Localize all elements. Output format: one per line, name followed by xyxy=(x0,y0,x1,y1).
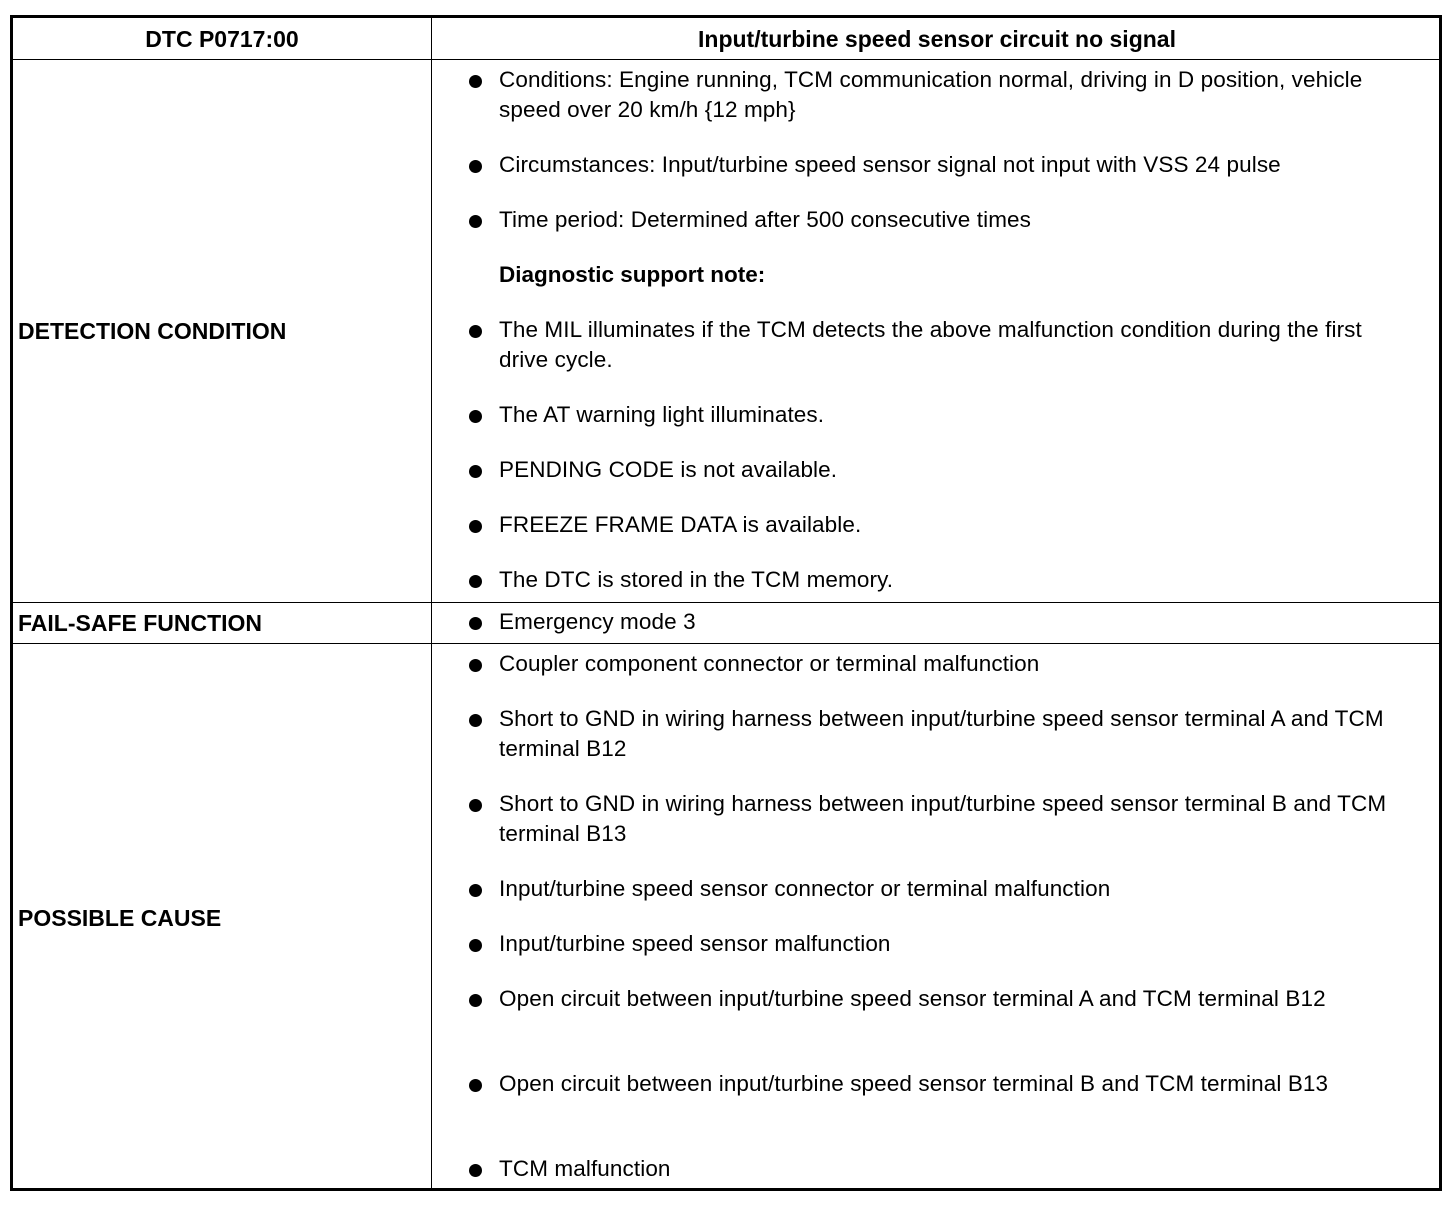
failsafe-item-text: Emergency mode 3 xyxy=(499,609,696,634)
cause-item xyxy=(458,704,1388,764)
note-item-text: FREEZE FRAME DATA is available. xyxy=(499,512,862,537)
diagnostic-support-note-title: Diagnostic support note: xyxy=(499,262,766,287)
note-item-text: The DTC is stored in the TCM memory. xyxy=(499,567,894,592)
detection-condition-label: DETECTION CONDITION xyxy=(18,318,287,344)
note-item-text: PENDING CODE is not available. xyxy=(499,457,838,482)
column-divider xyxy=(431,18,432,1188)
bullet-icon xyxy=(469,1079,482,1092)
bullet-icon xyxy=(469,939,482,952)
dtc-description-header: Input/turbine speed sensor circuit no signal xyxy=(698,26,1176,52)
bullet-icon xyxy=(469,1164,482,1177)
cause-item-text: Input/turbine speed sensor connector or terminal malfunction xyxy=(499,876,1111,901)
bullet-icon xyxy=(469,617,482,630)
bullet-icon xyxy=(469,325,482,338)
possible-cause-label: POSSIBLE CAUSE xyxy=(18,905,222,931)
cause-item xyxy=(458,649,1388,679)
bullet-icon xyxy=(469,799,482,812)
note-item xyxy=(458,565,1388,595)
detection-item xyxy=(458,150,1388,180)
bullet-icon xyxy=(469,884,482,897)
note-item xyxy=(458,400,1388,430)
cause-item-text: Open circuit between input/turbine speed sensor terminal B and TCM terminal B13 xyxy=(499,1071,1329,1096)
row-divider-failsafe xyxy=(13,643,1439,644)
bullet-icon xyxy=(469,994,482,1007)
note-item-text: The AT warning light illuminates. xyxy=(499,402,825,427)
bullet-icon xyxy=(469,714,482,727)
detection-item xyxy=(458,205,1388,235)
detection-item-text: Conditions: Engine running, TCM communication normal, driving in D position, vehicle speed over 20 km/h {12 mph} xyxy=(499,67,1363,122)
note-item xyxy=(458,510,1388,540)
bullet-icon xyxy=(469,520,482,533)
fail-safe-function-label: FAIL-SAFE FUNCTION xyxy=(18,610,263,636)
row-divider-detection xyxy=(13,602,1439,603)
cause-item xyxy=(458,929,1388,959)
cause-item xyxy=(458,1154,1388,1184)
cause-item-text: Input/turbine speed sensor malfunction xyxy=(499,931,891,956)
cause-item-text: Coupler component connector or terminal malfunction xyxy=(499,651,1040,676)
note-item xyxy=(458,455,1388,485)
cause-item-text: Short to GND in wiring harness between input/turbine speed sensor terminal A and TCM terminal B12 xyxy=(499,706,1384,761)
detection-item xyxy=(458,65,1388,125)
failsafe-item xyxy=(458,607,1388,637)
note-item xyxy=(458,315,1388,375)
detection-item-text: Time period: Determined after 500 consecutive times xyxy=(499,207,1032,232)
cause-item-text: Short to GND in wiring harness between input/turbine speed sensor terminal B and TCM terminal B13 xyxy=(499,791,1387,846)
bullet-icon xyxy=(469,410,482,423)
bullet-icon xyxy=(469,160,482,173)
bullet-icon xyxy=(469,659,482,672)
cause-item xyxy=(458,984,1388,1014)
header-divider xyxy=(13,59,1439,60)
bullet-icon xyxy=(469,75,482,88)
dtc-table xyxy=(10,15,1442,1191)
note-item-text: The MIL illuminates if the TCM detects the above malfunction condition during the first drive cycle. xyxy=(499,317,1362,372)
cause-item xyxy=(458,874,1388,904)
bullet-icon xyxy=(469,465,482,478)
bullet-icon xyxy=(469,575,482,588)
cause-item-text: TCM malfunction xyxy=(499,1156,671,1181)
detection-item-text: Circumstances: Input/turbine speed sensor signal not input with VSS 24 pulse xyxy=(499,152,1281,177)
cause-item xyxy=(458,789,1388,849)
cause-item-text: Open circuit between input/turbine speed sensor terminal A and TCM terminal B12 xyxy=(499,986,1326,1011)
cause-item xyxy=(458,1069,1388,1099)
dtc-code-header: DTC P0717:00 xyxy=(145,26,299,52)
bullet-icon xyxy=(469,215,482,228)
